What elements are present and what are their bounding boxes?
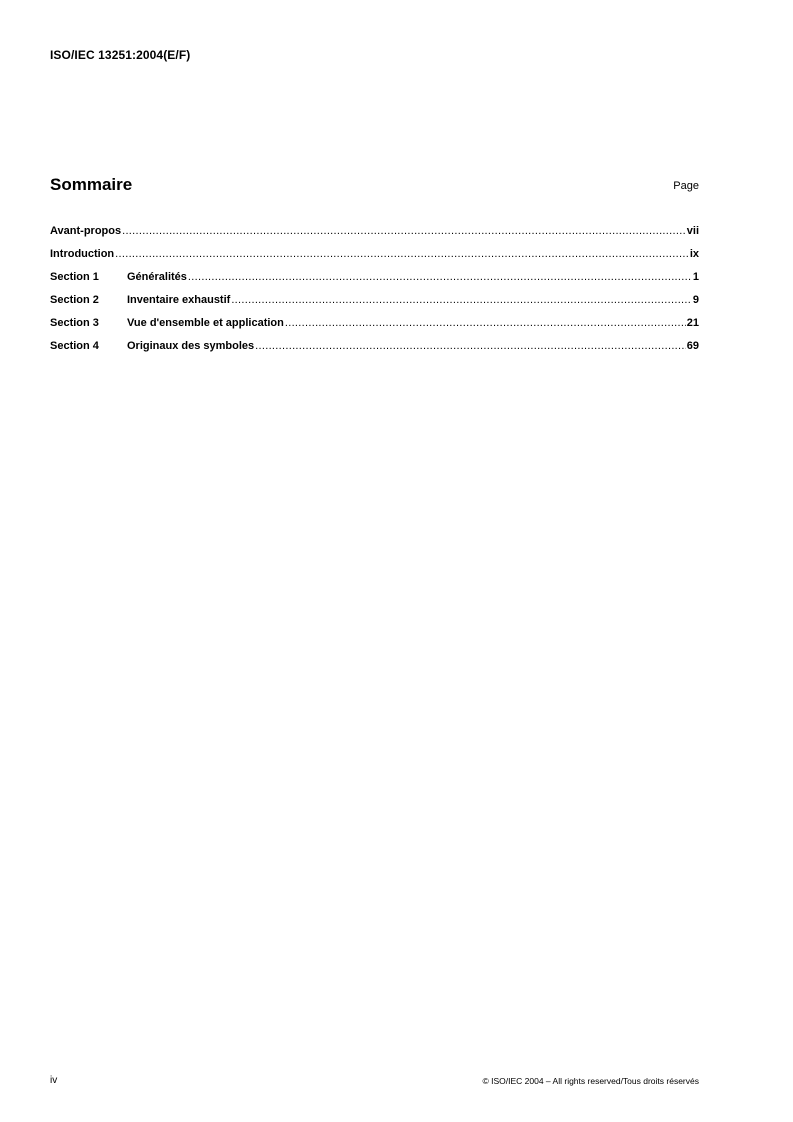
toc-entry-number: Section 2: [50, 294, 99, 306]
toc-page-column-label: Page: [673, 180, 699, 192]
toc-dot-leader: [255, 340, 686, 352]
toc-entry-label: Inventaire exhaustif: [127, 294, 231, 306]
toc-entry-label: Originaux des symboles: [127, 340, 255, 352]
toc-entry-page: vii: [686, 225, 699, 237]
footer-copyright: © ISO/IEC 2004 – All rights reserved/Tous droits réservés: [482, 1076, 699, 1086]
document-id: ISO/IEC 13251:2004(E/F): [50, 48, 191, 62]
toc-entry-section-1[interactable]: [50, 271, 699, 294]
toc-entry-section-2[interactable]: [50, 294, 699, 317]
toc-entry-label: Généralités: [127, 271, 187, 283]
footer-page-number: iv: [50, 1075, 58, 1086]
toc-entry-number: Section 3: [50, 317, 99, 329]
toc-entry-label: Vue d'ensemble et application: [127, 317, 284, 329]
toc-entry-avant-propos[interactable]: [50, 225, 699, 248]
toc-entry-label: Avant-propos: [50, 225, 122, 237]
toc-entry-section-3[interactable]: [50, 317, 699, 340]
toc-entry-page: ix: [689, 248, 699, 260]
toc-dot-leader: [122, 225, 686, 237]
toc-title: Sommaire: [50, 175, 133, 194]
table-of-contents: [50, 225, 699, 363]
toc-entry-page: 9: [692, 294, 699, 306]
toc-dot-leader: [115, 248, 689, 260]
toc-dot-leader: [188, 271, 692, 283]
toc-entry-page: 69: [686, 340, 699, 352]
toc-heading: [50, 175, 699, 199]
toc-entry-page: 21: [686, 317, 699, 329]
toc-entry-number: Section 4: [50, 340, 99, 352]
toc-entry-page: 1: [692, 271, 699, 283]
toc-entry-label: Introduction: [50, 248, 115, 260]
toc-dot-leader: [231, 294, 692, 306]
toc-entry-section-4[interactable]: [50, 340, 699, 363]
toc-dot-leader: [285, 317, 686, 329]
toc-entry-number: Section 1: [50, 271, 99, 283]
toc-entry-introduction[interactable]: [50, 248, 699, 271]
